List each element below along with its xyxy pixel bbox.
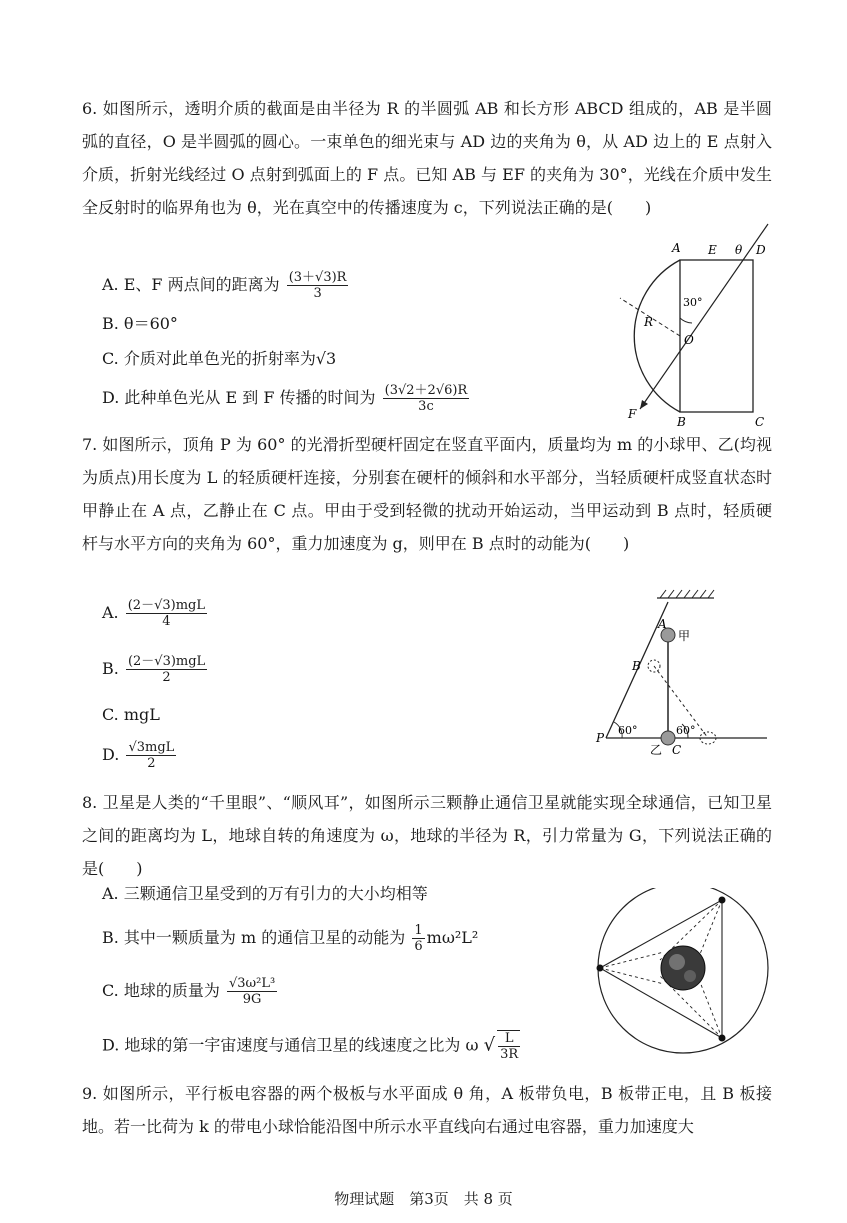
q6-option-a: A. E、F 两点间的距离为 $\frac{(3+√3)R}{3}$: [102, 270, 347, 301]
label-angle-c: 60°: [676, 724, 696, 737]
label-theta: θ: [735, 243, 743, 257]
label-p: P: [596, 731, 605, 745]
label-b: B: [677, 415, 686, 427]
q7-stem: 7. 如图所示，顶角 P 为 60° 的光滑折型硬杆固定在竖直平面内，质量均为 m 的小球甲、乙(均视为质点)用长度为 L 的轻质硬杆连接，分别套在硬杆的倾斜和水平部分，当轻质硬杆成竖直状态时甲静止在 A 点，乙静止在 C 点。甲由于受到轻微的扰动开始运动，当甲运动到 B 点时，轻质硬杆与水平方向的夹角为 60°，重力加速度为 g，则甲在 B 点时的动能为( ): [82, 435, 772, 553]
q8-option-a: A. 三颗通信卫星受到的万有引力的大小均相等: [102, 884, 428, 903]
q7-option-c: C. mgL: [102, 705, 160, 724]
q7-option-b: B. $\frac{\text{(2－√3)mgL}}{2}$: [102, 654, 206, 685]
q6-stem: 6. 如图所示，透明介质的截面是由半径为 R 的半圆弧 AB 和长方形 ABCD 组成的，AB 是半圆弧的直径，O 是半圆弧的圆心。一束单色的细光束与 AD 边的夹角为 θ，从 AD 边上的 E 点射入介质，折射光线经过 O 点射到弧面上的 F 点。已知 AB 与 EF 的夹角为 30°，光线在介质中发生全反射时的临界角也为 θ，光在真空中的传播速度为 c，下列说法正确的是( ): [82, 99, 772, 217]
q8-satellite-figure: [592, 888, 772, 1058]
q6-option-c: C. 介质对此单色光的折射率为√3: [102, 349, 337, 368]
q7-option-a: A. $\frac{\text{(2－√3)mgL}}{4}$: [102, 598, 205, 629]
label-a: A: [658, 617, 667, 631]
q6-optics-figure: [600, 222, 780, 427]
label-jia: 甲: [678, 629, 691, 643]
q8-option-c: C. 地球的质量为 $\frac{\text{√3ω²L³}}{9G}$: [102, 976, 276, 1007]
label-r: R: [644, 315, 654, 329]
q8-stem: 8. 卫星是人类的“千里眼”、“顺风耳”，如图所示三颗静止通信卫星就能实现全球通信，已知卫星之间的距离均为 L，地球自转的角速度为 ω，地球的半径为 R，引力常量为 G，下列说法正确的是( ): [82, 793, 772, 878]
q6-option-b: B. θ＝60°: [102, 314, 178, 333]
q8-option-d: D. 地球的第一宇宙速度与通信卫星的线速度之比为 ω √ $\frac{L}{3R}$: [102, 1031, 519, 1062]
label-c: C: [672, 743, 682, 757]
q6-option-d: D. 此种单色光从 E 到 F 传播的时间为 $\frac{(3√2+2√6)R}{3c}$: [102, 383, 468, 414]
q8-option-b: B. 其中一颗质量为 m 的通信卫星的动能为 $\frac{1}{6}$ mω²L²: [102, 923, 479, 954]
label-b: B: [632, 659, 641, 673]
earth-icon: [661, 946, 705, 990]
label-e: E: [708, 243, 717, 257]
label-o: O: [684, 333, 694, 347]
label-30deg: 30°: [683, 296, 703, 309]
label-c: C: [755, 415, 765, 427]
q9-stem: 9. 如图所示，平行板电容器的两个极板与水平面成 θ 角，A 板带负电，B 板带正电，且 B 板接地。若一比荷为 k 的带电小球恰能沿图中所示水平直线向右通过电容器，重力加速度大: [82, 1084, 772, 1136]
page-footer: 物理试题 第3页 共 8 页: [334, 1190, 513, 1208]
label-yi: 乙: [650, 743, 663, 757]
label-f: F: [628, 407, 637, 421]
label-angle-p: 60°: [618, 724, 638, 737]
q7-option-d: D. $\frac{\text{√3mgL}}{2}$: [102, 740, 175, 771]
label-d: D: [756, 243, 766, 257]
q7-rod-figure: [592, 588, 772, 758]
label-a: A: [672, 241, 681, 255]
